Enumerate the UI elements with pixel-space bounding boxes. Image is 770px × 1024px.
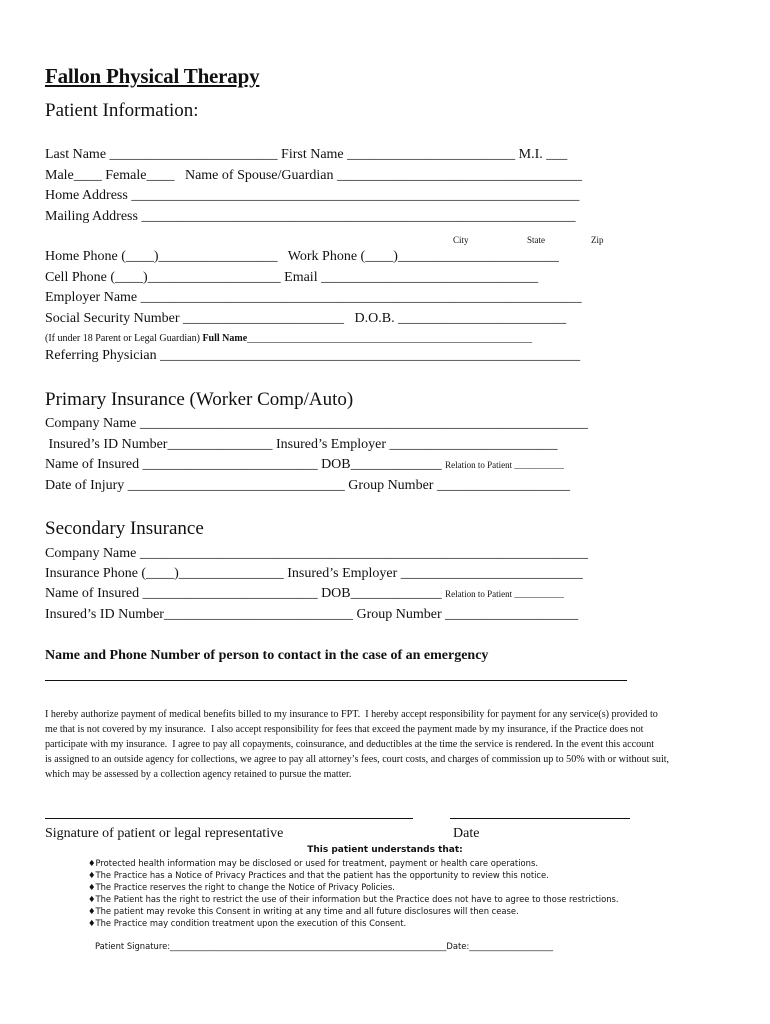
phones-row[interactable]: Home Phone (____)_________________ Work Phone (____)_______________________ — [45, 249, 559, 264]
authorization-line: which may be assessed by a collection agency retained to pursue the matter. — [45, 769, 352, 781]
practice-title: Fallon Physical Therapy — [45, 64, 260, 88]
address-zip-label: Zip — [591, 235, 604, 245]
secondary-insurance-heading: Secondary Insurance — [45, 518, 204, 539]
patient-signature-date-label: Date: — [446, 941, 470, 951]
ssn-dob-row[interactable]: Social Security Number _______________________ D.O.B. ________________________ — [45, 311, 567, 326]
patient-signature-label: Patient Signature: — [95, 941, 171, 951]
address-state-label: State — [527, 235, 545, 245]
secondary-insured-id-row[interactable]: Insured’s ID Number___________________________ Group Number ___________________ — [45, 607, 579, 622]
secondary-name-insured-label: Name of Insured _________________________ DOB_____________ — [45, 586, 442, 601]
privacy-notice-list — [88, 857, 619, 930]
address-city-label: City — [453, 235, 469, 245]
emergency-contact-line[interactable] — [45, 680, 627, 681]
cell-email-row[interactable]: Cell Phone (____)___________________ Email _______________________________ — [45, 270, 539, 285]
primary-insurance-heading: Primary Insurance (Worker Comp/Auto) — [45, 389, 354, 410]
authorization-line: I hereby authorize payment of medical benefits billed to my insurance to FPT. I hereby accept responsibility for payment for any service(s) provided to — [45, 709, 658, 720]
patient-signature-date-line[interactable]: ____________________ — [469, 941, 554, 951]
privacy-notice-item: ♦Protected health information may be disclosed or used for treatment, payment or health care operations. — [88, 858, 538, 868]
signature-line[interactable] — [45, 818, 413, 819]
primary-company-row[interactable]: Company Name ________________________________________________________________ — [45, 416, 588, 431]
secondary-phone-row[interactable]: Insurance Phone (____)_______________ Insured’s Employer __________________________ — [45, 566, 583, 581]
employer-row[interactable]: Employer Name _______________________________________________________________ — [45, 290, 582, 305]
privacy-notice-item: ♦The Practice may condition treatment upon the execution of this Consent. — [88, 918, 407, 929]
authorization-line: me that is not covered by my insurance. I also accept responsibility for fees that exceed the payment made by my insurance, if the Practice does not — [45, 724, 644, 736]
signature-date-label: Date — [453, 826, 480, 841]
primary-insured-id-row[interactable]: Insured’s ID Number_______________ Insured’s Employer ________________________ — [45, 437, 558, 452]
primary-name-insured-row[interactable] — [45, 456, 564, 474]
mailing-address-row[interactable]: Mailing Address ______________________________________________________________ — [45, 209, 576, 224]
privacy-notice-item: ♦The patient may revoke this Consent in writing at any time and all future disclosures will then cease. — [88, 906, 519, 917]
patient-info-heading: Patient Information: — [45, 100, 199, 121]
sex-guardian-row[interactable]: Male____ Female____ Name of Spouse/Guardian ___________________________________ — [45, 168, 582, 183]
emergency-contact-heading: Name and Phone Number of person to contact in the case of an emergency — [45, 648, 489, 663]
guardian-line[interactable]: _________________________________________________________ — [247, 333, 533, 344]
privacy-notice-item: ♦The Practice reserves the right to change the Notice of Privacy Policies. — [88, 882, 395, 893]
referring-physician-row[interactable]: Referring Physician ____________________________________________________________ — [45, 348, 581, 363]
patient-signature-row[interactable] — [95, 941, 553, 951]
patient-signature-line[interactable]: __________________________________________________________________ — [170, 941, 447, 951]
privacy-notice-title: This patient understands that: — [307, 845, 463, 855]
secondary-relation-label: Relation to Patient ___________ — [445, 589, 564, 599]
privacy-notice-item: ♦The Patient has the right to restrict the use of their information but the Practice does not have to agree to those restrictions. — [88, 894, 619, 905]
primary-name-insured-label: Name of Insured _________________________ DOB_____________ — [45, 457, 442, 472]
primary-relation-label: Relation to Patient ___________ — [445, 460, 564, 470]
authorization-line: participate with my insurance. I agree to pay all copayments, coinsurance, and deductibles at the time the service is rendered. In the event this account — [45, 739, 655, 751]
secondary-name-insured-row[interactable] — [45, 585, 564, 603]
secondary-company-row[interactable]: Company Name ________________________________________________________________ — [45, 546, 588, 561]
primary-injury-group-row[interactable]: Date of Injury _______________________________ Group Number ___________________ — [45, 478, 570, 493]
signature-label: Signature of patient or legal representative — [45, 826, 284, 841]
home-address-row[interactable]: Home Address ________________________________________________________________ — [45, 188, 580, 203]
guardian-row[interactable] — [45, 329, 532, 348]
guardian-full-name-label: Full Name — [202, 333, 248, 344]
authorization-paragraph — [45, 707, 735, 782]
name-field-row[interactable]: Last Name ________________________ First Name ________________________ M.I. ___ — [45, 147, 568, 162]
guardian-prefix: (If under 18 Parent or Legal Guardian) — [45, 333, 203, 344]
privacy-notice-item: ♦The Practice has a Notice of Privacy Practices and that the patient has the opportunity to review this notice. — [88, 870, 549, 881]
authorization-line: is assigned to an outside agency for collections, we agree to pay all attorney’s fees, court costs, and charges of commission up to 50% with or without suit, — [45, 754, 670, 766]
signature-date-line[interactable] — [450, 818, 630, 819]
